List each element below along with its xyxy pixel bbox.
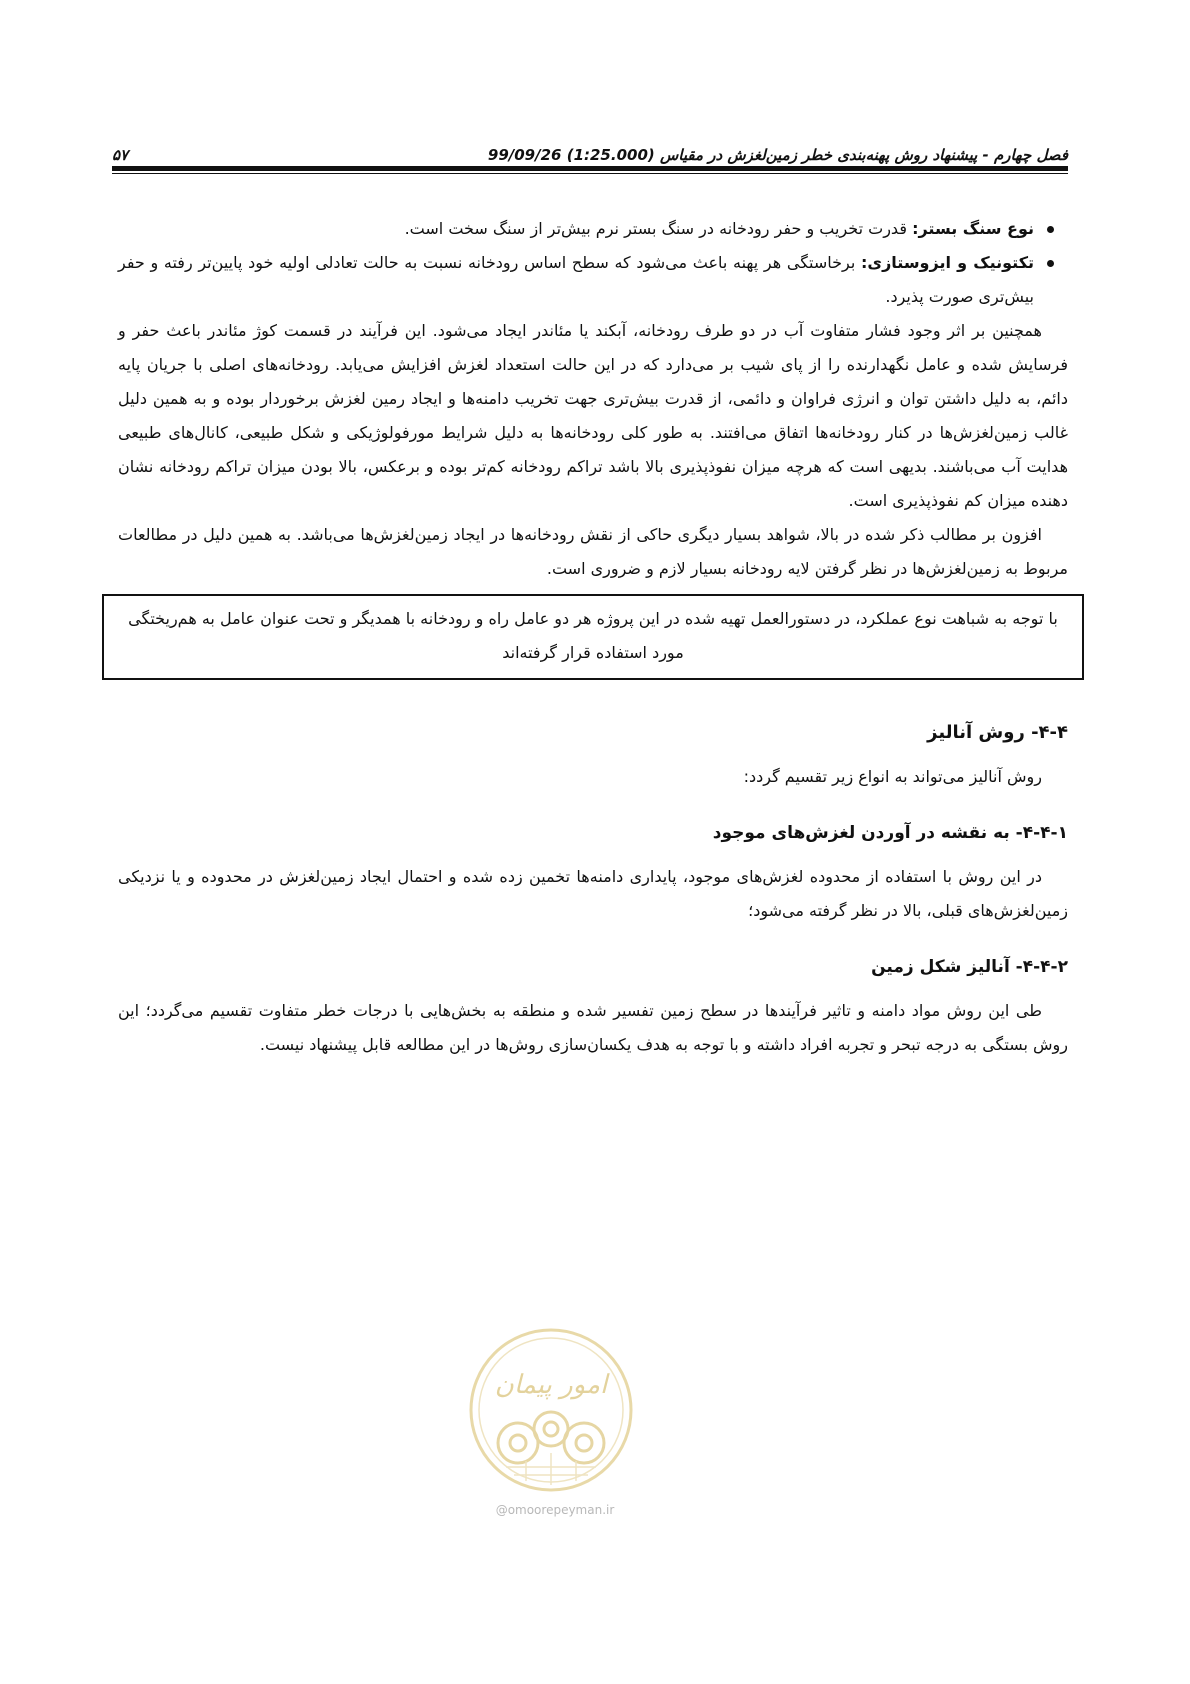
body-paragraph: افزون بر مطالب ذکر شده در بالا، شواهد بسیار دیگری حاکی از نقش رودخانه‌ها در ایجاد زمین‌لغزش‌ها می‌باشد. به همین دلیل در مطالعات مربوط به زمین‌لغزش‌ها در نظر گرفتن لایه رودخانه بسیار لازم و ضروری است.	[118, 525, 1068, 578]
bullet-text: برخاستگی هر پهنه باعث می‌شود که سطح اساس رودخانه نسبت به حالت تعادلی اولیه خود پایین‌تر رفته و حفر بیش‌تری صورت پذیرد.	[118, 253, 1034, 306]
header-rule	[112, 166, 1068, 171]
section-intro: روش آنالیز می‌تواند به انواع زیر تقسیم گردد:	[743, 767, 1042, 786]
header-rule-thin	[112, 173, 1068, 174]
factor-list	[118, 212, 1068, 314]
subsection-heading: ۴-۴-۲- آنالیز شکل زمین	[871, 957, 1068, 977]
page-number: ۵۷	[112, 146, 129, 164]
chapter-title: فصل چهارم - پیشنهاد روش پهنه‌بندی خطر زمین‌لغزش در مقیاس (1:25.000) 99/09/26	[487, 146, 1068, 164]
bullet-term: تکتونیک و ایزوستازی:	[861, 253, 1035, 272]
watermark-logo-icon	[466, 1325, 636, 1495]
body-paragraph: همچنین بر اثر وجود فشار متفاوت آب در دو طرف رودخانه، آبکند یا مئاندر ایجاد می‌شود. این فرآیند در قسمت کوژ مئاندر باعث حفر و فرسایش شده و عامل نگهدارنده را از پای شیب بر می‌دارد که در این حالت استعداد لغزش افزایش می‌یابد. رودخانه‌های اصلی با جریان پایه دائم، به دلیل داشتن توان و انرژی فراوان و دائمی، از قدرت بیش‌تری جهت تخریب دامنه‌ها و ایجاد رمین لغزش برخوردار بوده و به همین دلیل غالب زمین‌لغزش‌ها در کنار رودخانه‌ها اتفاق می‌افتند. به طور کلی رودخانه‌ها به دلیل شرایط مورفولوژیکی و شکل طبیعی، کانال‌های طبیعی هدایت آب می‌باشند. بدیهی است که هرچه میزان نفوذپذیری بالا باشد تراکم رودخانه کم‌تر بوده و برعکس، بالا بودن میزان تراکم رودخانه نشان دهنده میزان کم نفوذپذیری است.	[118, 321, 1068, 510]
bullet-icon	[1047, 260, 1054, 267]
page-header	[112, 128, 1068, 164]
page-body	[118, 212, 1068, 1062]
bullet-text: قدرت تخریب و حفر رودخانه در سنگ بستر نرم بیش‌تر از سنگ سخت است.	[404, 219, 913, 238]
watermark-url: @omoorepeyman.ir	[495, 1503, 615, 1517]
subsection-text: طی این روش مواد دامنه و تاثیر فرآیندها در سطح زمین تفسیر شده و منطقه به بخش‌هایی با درجات خطر متفاوت تقسیم می‌گردد؛ این روش بستگی به درجه تبحر و تجربه افراد داشته و با توجه به هدف یکسان‌سازی روش‌ها در این مطالعه قابل پیشنهاد نیست.	[118, 1001, 1068, 1054]
section-heading: ۴-۴- روش آنالیز	[927, 722, 1068, 743]
bullet-icon	[1047, 226, 1054, 233]
list-item	[118, 246, 1054, 314]
bullet-term: نوع سنگ بستر:	[912, 219, 1034, 238]
note-box: با توجه به شباهت نوع عملکرد، در دستورالعمل تهیه شده در این پروژه هر دو عامل راه و رودخانه با همدیگر و تحت عنوان عامل به هم‌ریختگی مورد استفاده قرار گرفته‌اند	[102, 594, 1084, 680]
subsection-heading: ۴-۴-۱- به نقشه در آوردن لغزش‌های موجود	[712, 823, 1068, 843]
logo-text: امور پیمان	[494, 1370, 608, 1400]
subsection-text: در این روش با استفاده از محدوده لغزش‌های موجود، پایداری دامنه‌ها تخمین زده شده و احتمال ایجاد زمین‌لغزش در محدوده و یا نزدیکی زمین‌لغزش‌های قبلی، بالا در نظر گرفته می‌شود؛	[118, 867, 1068, 920]
list-item	[118, 212, 1054, 246]
